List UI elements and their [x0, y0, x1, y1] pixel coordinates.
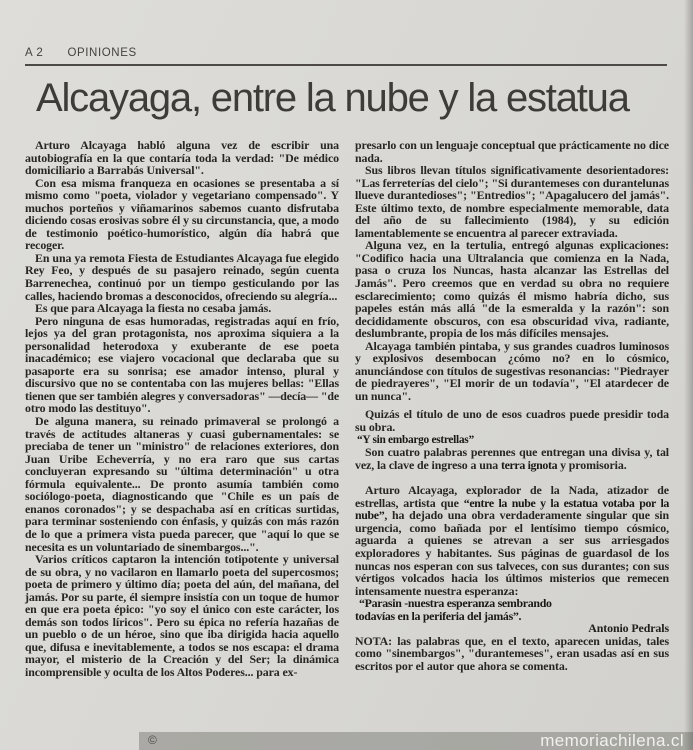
- page-header: [25, 47, 667, 66]
- column-left: [25, 139, 339, 679]
- paragraph-text: , ha dejado una obra verdaderamente singular que sin urgencia, como bañada por el lentísimo tiempo cósmico, aguarda a quienes se atrevan a ser sus arriesgados exploradores y habitantes. Sus páginas de guardasol de los nuncas nos esperan con sus talveces, con sus durantes; con sus vértigos volcados hacia los últimos misterios que remecen intensamente nuestra esperanza:: [355, 508, 669, 598]
- article-headline: Alcayaga, entre la nube y la estatua: [36, 76, 629, 120]
- paragraph: presarlo con un lenguaje conceptual que prácticamente no dice nada.: [355, 138, 669, 165]
- note-text: las palabras que, en el texto, aparecen unidas, tales como "sinembargos", "durantemeses", eran usadas así en sus escritos por el autor que ahora se comenta.: [355, 633, 669, 673]
- quotation: [355, 597, 669, 622]
- paragraph: Es que para Alcayaga la fiesta no cesaba jamás.: [35, 301, 272, 316]
- paragraph: Varios críticos captaron la intención totipotente y universal de su obra, y no vacilaron en llamarlo poeta del supercosmos; poeta de primero y último día; poeta del aún, del mañana, del jamás. Por su parte, él siempre insistía con un toque de humor en que era poeta épico: "yo soy el único con este carácter, los demás son todos líricos". Pero su épica no refería hazañas de un pueblo o de un héroe, sino que iba dirigida hacia aquello que, difusa e inevitablemente, a todos se nos escapa: el drama mayor, el misterio de la Creación y del Ser; la dinámica incomprensible y oculta de los Altos Poderes... para ex-: [25, 552, 339, 679]
- paragraph: Sus libros llevan títulos significativamente desorientadores: "Las ferreterías del cielo"; "Si durantemeses con durantelunas llueve durantedioses"; "Entredios"; "Apagalucero del jamás". Este último texto, de nombre especialmente memorable, data del año de su fallecimiento (1984), y su edición lamentablemente se encuentra al parecer extraviada.: [355, 163, 669, 240]
- paragraph: Quizás el título de uno de esos cuadros puede presidir toda su obra.: [355, 407, 669, 435]
- page-number: A 2: [25, 47, 44, 59]
- paragraph-text: Son cuatro palabras perennes que entregan una divisa y, tal vez, la clave de ingreso a una: [355, 445, 669, 472]
- watermark-text: memoriachilena.cl: [540, 731, 684, 750]
- paragraph: Arturo Alcayaga habló alguna vez de escribir una autobiografía en la que contaría toda la verdad: "De médico domiciliario a Barrabás Universal".: [25, 138, 339, 178]
- paragraph: Alcayaga también pintaba, y sus grandes cuadros luminosos y explosivos desembocan ¿cómo no? en lo cósmico, anunciándose con títulos de sugestivas resonancias: "Piedrayer de piedrayeres", "El morir de un todavía", "El atardecer de un nunca".: [355, 338, 669, 403]
- paragraph: Con esa misma franqueza en ocasiones se presentaba a sí mismo como "poeta, violador y vegetariano compensado". Y muchos porteños y viñamarinos sabemos cuanto disfrutaba diciendo cosas erosivas sobre él y su circunstancia, que, a modo de testimonio poético-humorístico, algún día habrá que recoger.: [25, 175, 339, 253]
- article-body: [25, 139, 669, 679]
- subheading: “Y sin embargo estrellas”: [357, 433, 474, 446]
- column-right: [355, 139, 669, 679]
- paragraph: En una ya remota Fiesta de Estudiantes Alcayaga fue elegido Rey Feo, y después de su pasajero reinado, según cuenta Barrenechea, continuó por un tiempo gesticulando por las calles, haciendo bromas a desconocidos, ofreciendo su alegría...: [25, 250, 339, 303]
- watermark-bar: [139, 732, 693, 750]
- quotation-line: todavías en la periferia del jamás”.: [355, 608, 522, 623]
- paragraph: Alguna vez, en la tertulia, entregó algunas explicaciones: "Codifico hacia una Ultralancia que comienza en la Nada, pasa o cruza los Nuncas, hasta alcanzar las Estrellas del Jamás". Pero creemos que en verdad su obra no requiere esclarecimiento; como quizás él mismo habría dicho, sus papeles están más allá "de la esmeralda y la razón": son decididamente obscuros, con esa obscuridad viva, radiante, deslumbrante, propia de los más difíciles mensajes.: [355, 238, 669, 341]
- paragraph: De alguna manera, su reinado primaveral se prolongó a través de actitudes altaneras y cuasi gubernamentales: se preciaba de tener un "ministro" de relaciones exteriores, don Juan Uribe Echeverría, y no era raro que sus cartas concluyeran expresando su "última determinación" u otra fórmula equivalente... De pronto asumía también como sociólogo-poeta, diagnosticando que "Chile es un país de enanos coronados"; y se despachaba así en críticas surtidas, para terminar sosteniendo con énfasis, y quizás con más razón de lo que a primera vista pueda parecer, que "aquí lo que se necesita es un voluntariado de sinembargos...".: [25, 414, 339, 554]
- quotation-line: “Parasin -nuestra esperanza sembrando: [359, 596, 552, 611]
- copyright-icon: ©: [148, 733, 157, 747]
- emphasized-phrase: “entre la nube y la estatua votaba por la nube”: [355, 495, 670, 523]
- paragraph: Pero ninguna de esas humoradas, registradas aquí en frío, lejos ya del gran protagonista, nos aproxima siquiera a la personalidad heterodoxa y exuberante de ese poeta inacadémico; ese viajero vocacional que declaraba que su pasaporte era su sonrisa; ese amador intenso, plural y discursivo que no se contentaba con las mujeres bellas: "Ellas tienen que ser también alegres y conversadoras" —decía— "de otro modo las destituyo".: [25, 313, 340, 416]
- paragraph-text: Arturo Alcayaga, explorador de la Nada, atizador de estrellas, artista que: [355, 483, 669, 510]
- paragraph: [355, 446, 669, 471]
- paragraph-text: y promisoria.: [557, 457, 627, 472]
- emphasized-phrase: terra ignota: [500, 457, 558, 472]
- note-label: NOTA:: [355, 633, 392, 648]
- editor-note: [355, 635, 669, 673]
- section-title: OPINIONES: [67, 47, 137, 59]
- byline: Antonio Pedrals: [588, 621, 669, 636]
- paragraph: [355, 484, 669, 597]
